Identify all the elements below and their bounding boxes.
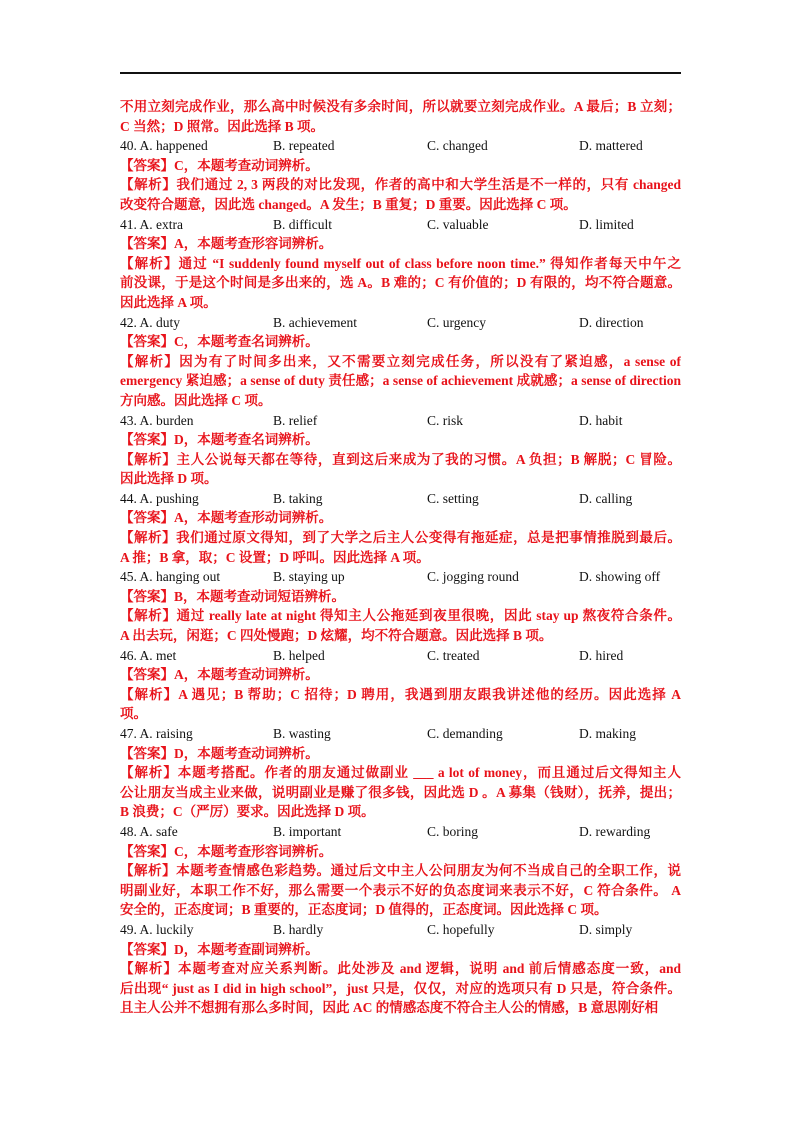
analysis-line: 明副业好，本职工作不好，那么需要一个表示不好的负态度词来表示不好，C 符合条件。 A bbox=[120, 882, 681, 898]
option-d: D. calling bbox=[579, 490, 633, 506]
question-options-row bbox=[120, 920, 681, 940]
question-number: 49. bbox=[120, 921, 137, 937]
option-c: C. demanding bbox=[427, 726, 503, 741]
option-text: A. luckily bbox=[139, 921, 194, 937]
question-options-row bbox=[120, 136, 681, 156]
option-text: A. extra bbox=[139, 216, 183, 232]
analysis-line: A 推；B 拿，取；C 设置；D 呼叫。因此选择 A 项。 bbox=[120, 549, 430, 565]
question-options-row bbox=[120, 215, 681, 235]
option-b: B. relief bbox=[273, 412, 318, 428]
answer-line: 【答案】D，本题考查动词辨析。 bbox=[120, 745, 319, 761]
option-c: C. hopefully bbox=[427, 921, 495, 937]
analysis-line: 【解析】本题考搭配。作者的朋友通过做副业 ___ a lot of money，而且通过后文得知主人 bbox=[120, 765, 681, 781]
option-b: B. helped bbox=[273, 647, 325, 663]
option-a bbox=[120, 567, 220, 587]
question-number: 46. bbox=[120, 647, 137, 663]
analysis-line: 项。 bbox=[120, 706, 147, 722]
option-a bbox=[120, 313, 180, 333]
analysis-line: 【解析】A 遇见；B 帮助；C 招待；D 聘用，我遇到朋友跟我讲述他的经历。因此选择 A bbox=[120, 686, 681, 702]
question-options-row bbox=[120, 313, 681, 333]
option-c: C. valuable bbox=[427, 216, 489, 232]
option-d: D. simply bbox=[579, 921, 633, 937]
option-b: B. staying up bbox=[273, 569, 345, 585]
option-a bbox=[120, 215, 183, 235]
analysis-line: A 出去玩，闲逛；C 四处慢跑；D 炫耀，均不符合题意。因此选择 B 项。 bbox=[120, 628, 553, 644]
analysis-line: 【解析】我们通过原文得知，到了大学之后主人公变得有拖延症，总是把事情推脱到最后。 bbox=[120, 530, 681, 546]
answer-line: 【答案】B，本题考查动词短语辨析。 bbox=[120, 588, 346, 604]
option-b: B. difficult bbox=[273, 216, 332, 232]
question-options-row bbox=[120, 822, 681, 842]
option-d: D. limited bbox=[579, 216, 634, 232]
answer-line: 【答案】D，本题考查副词辨析。 bbox=[120, 941, 319, 957]
answer-line: 【答案】C，本题考查动词辨析。 bbox=[120, 157, 319, 173]
answer-line: 【答案】D，本题考查名词辨析。 bbox=[120, 432, 319, 448]
question-number: 47. bbox=[120, 726, 137, 741]
option-c: C. treated bbox=[427, 647, 480, 663]
option-text: A. pushing bbox=[139, 490, 199, 506]
option-text: A. met bbox=[139, 647, 177, 663]
question-options-row bbox=[120, 489, 681, 509]
option-c: C. changed bbox=[427, 138, 488, 154]
header-rule bbox=[120, 72, 681, 74]
analysis-line: 【解析】因为有了时间多出来，又不需要立刻完成任务，所以没有了紧迫感，a sense of bbox=[120, 353, 681, 369]
option-a bbox=[120, 822, 178, 842]
option-d: D. making bbox=[579, 726, 636, 741]
analysis-line: 【解析】本题考查对应关系判断。此处涉及 and 逻辑，说明 and 前后情感态度一致，and bbox=[120, 961, 681, 977]
option-c: C. risk bbox=[427, 412, 464, 428]
option-text: A. safe bbox=[139, 823, 178, 839]
analysis-line: 【解析】主人公说每天都在等待，直到这后来成为了我的习惯。A 负担；B 解脱；C 冒险。 bbox=[120, 451, 681, 467]
document-body bbox=[120, 97, 681, 1018]
analysis-line: 前没课，于是这个时间是多出来的，选 A。B 难的；C 有价值的；D 有限的，均不符合题意。 bbox=[120, 275, 681, 291]
option-text: A. duty bbox=[139, 314, 181, 330]
answer-line: 【答案】C，本题考查形容词辨析。 bbox=[120, 843, 333, 859]
option-a bbox=[120, 646, 176, 666]
option-c: C. setting bbox=[427, 490, 479, 506]
option-d: D. direction bbox=[579, 314, 644, 330]
option-a bbox=[120, 724, 193, 744]
analysis-line: 后出现“ just as I did in high school”，just 只是，仅仅，对应的选项只有 D 只是，符合条件。 bbox=[120, 980, 681, 996]
option-a bbox=[120, 489, 199, 509]
option-d: D. habit bbox=[579, 412, 623, 428]
option-d: D. hired bbox=[579, 647, 624, 663]
analysis-line: 因此选择 D 项。 bbox=[120, 471, 218, 487]
option-c: C. urgency bbox=[427, 314, 486, 330]
analysis-line: 安全的，正态度词；B 重要的，正态度词；D 值得的，正态度词。因此选择 C 项。 bbox=[120, 902, 608, 918]
question-options-row bbox=[120, 646, 681, 666]
option-d: D. rewarding bbox=[579, 823, 651, 839]
option-c: C. boring bbox=[427, 823, 479, 839]
option-c: C. jogging round bbox=[427, 569, 519, 585]
option-a bbox=[120, 136, 208, 156]
option-b: B. wasting bbox=[273, 726, 331, 741]
analysis-line: 【解析】通过 really late at night 得知主人公拖延到夜里很晚，因此 stay up 熬夜符合条件。 bbox=[120, 608, 681, 624]
analysis-line: 因此选择 A 项。 bbox=[120, 294, 217, 310]
answer-line: 【答案】C，本题考查名词辨析。 bbox=[120, 334, 319, 350]
question-number: 45. bbox=[120, 569, 137, 585]
option-text: A. hanging out bbox=[139, 569, 221, 585]
question-options-row bbox=[120, 724, 681, 744]
option-b: B. hardly bbox=[273, 921, 324, 937]
analysis-line: emergency 紧迫感；a sense of duty 责任感；a sense of achievement 成就感；a sense of direction bbox=[120, 373, 681, 389]
option-text: A. happened bbox=[139, 138, 208, 154]
analysis-line: 改变符合题意，因此选 changed。A 发生；B 重复；D 重要。因此选择 C 项。 bbox=[120, 196, 577, 212]
question-number: 41. bbox=[120, 216, 137, 232]
question-number: 40. bbox=[120, 138, 137, 154]
option-d: D. mattered bbox=[579, 138, 643, 154]
analysis-line: 且主人公并不想拥有那么多时间，因此 AC 的情感态度不符合主人公的情感，B 意思刚好相 bbox=[120, 1000, 659, 1016]
option-b: B. repeated bbox=[273, 138, 335, 154]
question-number: 44. bbox=[120, 490, 137, 506]
question-options-row bbox=[120, 567, 681, 587]
analysis-line: B 浪费；C（严厉）要求。因此选择 D 项。 bbox=[120, 804, 375, 820]
option-b: B. taking bbox=[273, 490, 323, 506]
option-text: A. burden bbox=[139, 412, 194, 428]
question-number: 43. bbox=[120, 412, 137, 428]
intro-line: 不用立刻完成作业，那么高中时候没有多余时间，所以就要立刻完成作业。A 最后；B 立刻； bbox=[120, 99, 681, 114]
option-d: D. showing off bbox=[579, 569, 661, 585]
question-number: 48. bbox=[120, 823, 137, 839]
analysis-line: 方向感。因此选择 C 项。 bbox=[120, 392, 272, 408]
analysis-line: 【解析】本题考查情感色彩趋势。通过后文中主人公问朋友为何不当成自己的全职工作，说 bbox=[120, 863, 681, 879]
intro-line: C 当然；D 照常。因此选择 B 项。 bbox=[120, 118, 325, 134]
option-b: B. achievement bbox=[273, 314, 357, 330]
analysis-line: 【解析】通过 “I suddenly found myself out of class before noon time.” 得知作者每天中午之 bbox=[120, 255, 681, 271]
option-a bbox=[120, 411, 194, 431]
option-a bbox=[120, 920, 194, 940]
question-options-row bbox=[120, 411, 681, 431]
answer-line: 【答案】A，本题考查形容词辨析。 bbox=[120, 236, 333, 252]
option-text: A. raising bbox=[139, 726, 193, 741]
answer-line: 【答案】A，本题考查动词辨析。 bbox=[120, 667, 319, 683]
analysis-line: 【解析】我们通过 2, 3 两段的对比发现，作者的高中和大学生活是不一样的，只有 changed bbox=[120, 177, 681, 193]
question-number: 42. bbox=[120, 314, 137, 330]
answer-line: 【答案】A，本题考查形动词辨析。 bbox=[120, 510, 333, 526]
option-b: B. important bbox=[273, 823, 342, 839]
analysis-line: 公让朋友当成主业来做，说明副业是赚了很多钱，因此选 D 。A 募集（钱财），抚养，提出； bbox=[120, 784, 681, 800]
